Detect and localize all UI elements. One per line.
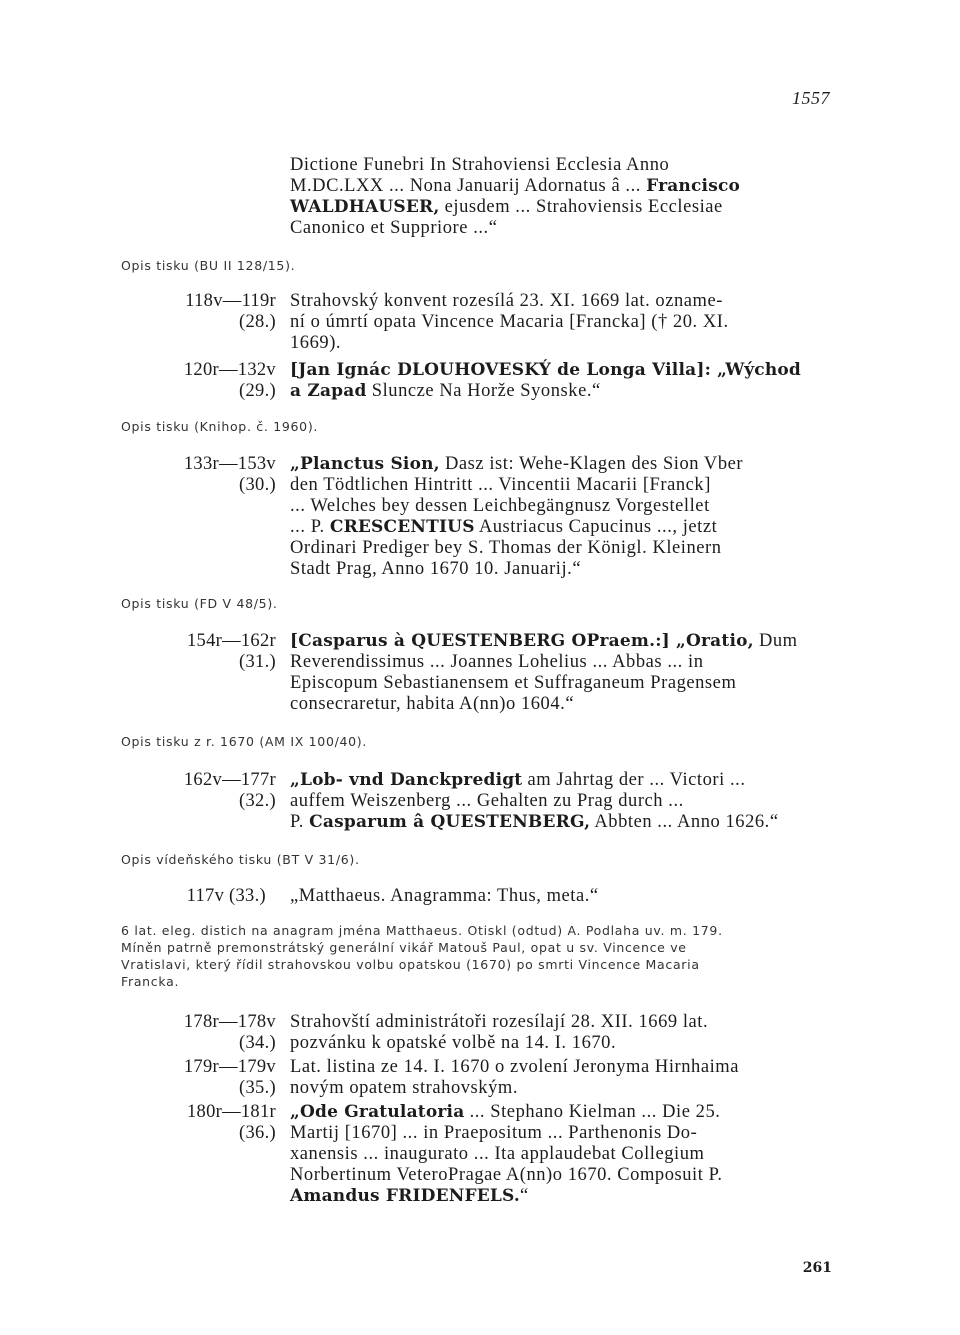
text-line: Strahovský konvent rozesílá 23. XI. 1669 lat. ozname- [290,291,723,311]
entry-text [290,1057,832,1099]
text-line: Lat. listina ze 14. I. 1670 o zvolení Jeronyma Hirnhaima [290,1057,739,1077]
text-line: ... Welches bey dessen Leichbegängnusz Vorgestellet [290,496,710,516]
text-line: Norbertinum VeteroPragae A(nn)o 1670. Composuit P. [290,1165,723,1185]
entry-number: (29.) [239,381,276,401]
print-note: Opis tisku (Knihop. č. 1960). [121,419,319,434]
text-line: M.DC.LXX ... Nona Januarij Adornatus â ... Francisco [290,176,741,196]
text-line: Dictione Funebri In Strahoviensi Ecclesia Anno [290,155,670,175]
folio-range: 178r—178v [183,1012,276,1032]
entry-number: (31.) [239,652,276,672]
text-line: Episcopum Sebastianensem et Suffraganeum Pragensem [290,673,737,693]
text-line: 1669). [290,333,342,353]
print-note: Opis tisku (BU II 128/15). [121,258,296,273]
entry-text [290,1012,832,1054]
text-line: a Zapad Sluncze Na Horže Syonske.“ [290,381,601,401]
folio-ref [120,454,276,496]
folio-ref [120,291,276,333]
page-number: 1557 [792,88,830,108]
entry-text [290,454,832,580]
text-line: pozvánku k opatské volbě na 14. I. 1670. [290,1033,617,1053]
entry-text [290,886,832,907]
print-note: Opis tisku (FD V 48/5). [121,596,278,611]
commentary-note [121,922,841,990]
folio-range: 118v—119r [185,291,276,311]
text-line: ... P. CRESCENTIUS Austriacus Capucinus ..., jetzt [290,517,718,537]
entry-text [290,631,832,715]
folio-range: 180r—181r [186,1102,276,1122]
entry-text [290,291,832,354]
print-note: Opis tisku z r. 1670 (AM IX 100/40). [121,734,368,749]
note-line: Francka. [121,974,180,989]
text-line: Martij [1670] ... in Praepositum ... Parthenonis Do- [290,1123,698,1143]
entry-number: (30.) [239,475,276,495]
text-line: „Ode Gratulatoria ... Stephano Kielman ... Die 25. [290,1102,721,1122]
folio-number: 261 [802,1260,832,1276]
text-line: novým opatem strahovským. [290,1078,519,1098]
text-line: P. Casparum â QUESTENBERG, Abbten ... Anno 1626.“ [290,812,779,832]
folio-range: 162v—177r [183,770,276,790]
intro-text [290,155,832,239]
folio-range: 179r—179v [183,1057,276,1077]
bold-name: Francisco [646,176,741,196]
folio-range: 120r—132v [183,360,276,380]
text-line: Canonico et Suppriore ...“ [290,218,498,238]
entry-text [290,360,832,402]
entry-number: (34.) [239,1033,276,1053]
text-line: [Jan Ignác DLOUHOVESKÝ de Longa Villa]: „Wýchod [290,360,802,380]
folio-ref [120,1012,276,1054]
text-line: ní o úmrtí opata Vincence Macaria [Francka] († 20. XI. [290,312,729,332]
text-line: Stadt Prag, Anno 1670 10. Januarij.“ [290,559,582,579]
folio-ref [120,886,266,907]
note-line: Míněn patrně premonstrátský generální vikář Matouš Paul, opat u sv. Vincence ve [121,940,687,955]
text-line: WALDHAUSER, ejusdem ... Strahoviensis Ecclesiae [290,197,723,217]
text-line: xanensis ... inaugurato ... Ita applaudebat Collegium [290,1144,705,1164]
folio-ref [120,1057,276,1099]
folio-range: 133r—153v [183,454,276,474]
print-note: Opis vídeňského tisku (BT V 31/6). [121,852,360,867]
entry-number: (32.) [239,791,276,811]
text-line: „Planctus Sion, Dasz ist: Wehe-Klagen des Sion Vber [290,454,744,474]
folio-ref [120,631,276,673]
text-line: Reverendissimus ... Joannes Lohelius ... Abbas ... in [290,652,704,672]
entry-text [290,770,832,833]
text-line: [Casparus à QUESTENBERG OPraem.:] „Oratio, Dum [290,631,798,651]
folio-ref [120,1102,276,1144]
text-line: „Matthaeus. Anagramma: Thus, meta.“ [290,886,599,906]
entry-text [290,1102,832,1207]
text-line: den Tödtlichen Hintritt ... Vincentii Macarii [Franck] [290,475,711,495]
folio-ref [120,360,276,402]
note-line: Vratislavi, který řídil strahovskou volbu opatskou (1670) po smrti Vincence Macaria [121,957,700,972]
folio-ref [120,770,276,812]
text-line: consecraretur, habita A(nn)o 1604.“ [290,694,575,714]
entry-number: (28.) [239,312,276,332]
text-line: Ordinari Prediger bey S. Thomas der Königl. Kleinern [290,538,722,558]
text-line: Strahovští administrátoři rozesílají 28. XII. 1669 lat. [290,1012,709,1032]
text-line: Amandus FRIDENFELS.“ [290,1186,529,1206]
folio-range: 117v (33.) [186,886,266,906]
text-line: „Lob- vnd Danckpredigt am Jahrtag der ... Victori ... [290,770,746,790]
text-line: auffem Weiszenberg ... Gehalten zu Prag durch ... [290,791,684,811]
entry-number: (36.) [239,1123,276,1143]
folio-range: 154r—162r [186,631,276,651]
note-line: 6 lat. eleg. distich na anagram jména Matthaeus. Otiskl (odtud) A. Podlaha uv. m. 179. [121,923,723,938]
bold-name: WALDHAUSER, [290,197,440,217]
entry-number: (35.) [239,1078,276,1098]
